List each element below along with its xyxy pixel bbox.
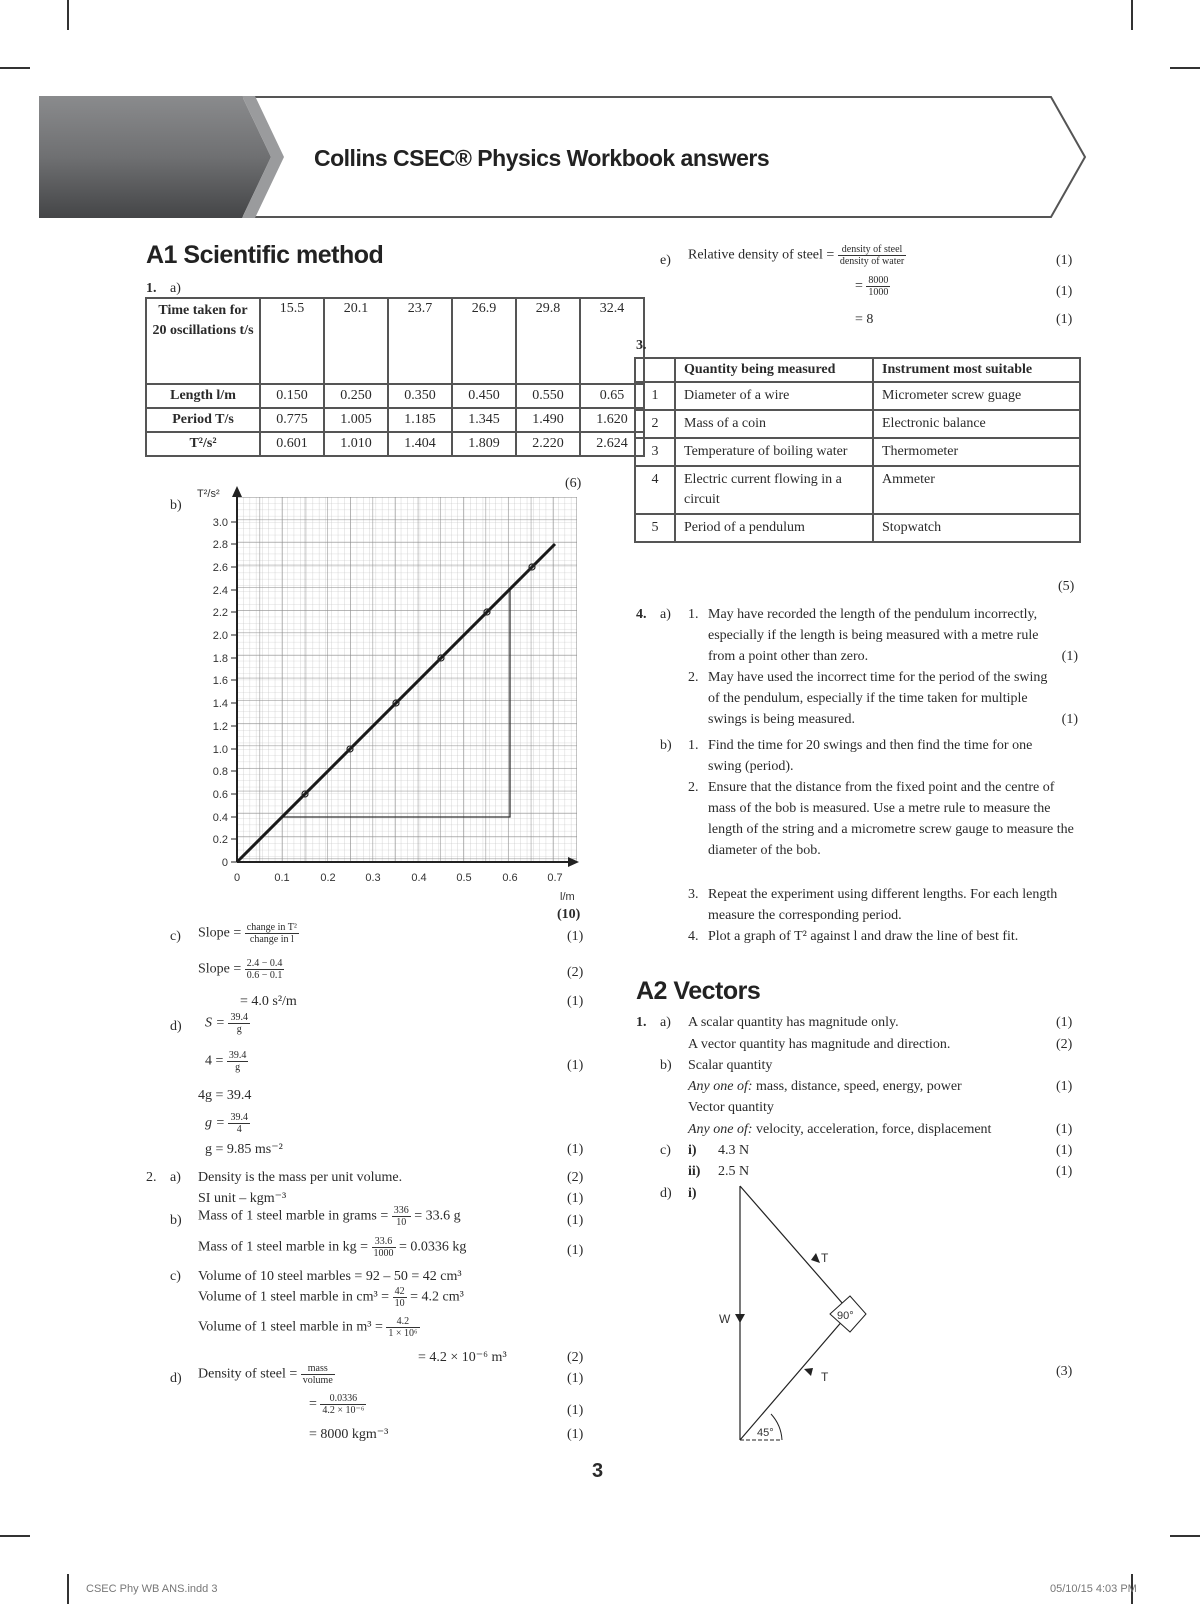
fraction: $\frac{\text{mass}}{\text{volume}}$ xyxy=(302,1363,333,1386)
answer-line: = $\frac{0.0336}{\text{4.2 × 10⁻⁶}}$ xyxy=(309,1393,365,1416)
part-label: a) xyxy=(170,281,181,296)
table-cell: Electronic balance xyxy=(873,410,1080,438)
table-cell: Period of a pendulum xyxy=(675,514,873,542)
answer-line: SI unit – kgm⁻³ xyxy=(198,1191,287,1206)
part-label: a) xyxy=(170,1170,181,1185)
part-label: b) xyxy=(660,1058,672,1073)
svg-text:2.4: 2.4 xyxy=(212,585,228,597)
table-row xyxy=(146,298,644,384)
slope-result: = 4.0 s²/m xyxy=(240,994,297,1009)
equation-line: 4 = $\frac{39.4}{g}$ xyxy=(205,1050,247,1073)
table-row xyxy=(635,466,1080,514)
tension-label-top: T xyxy=(821,1251,829,1265)
marks: (1) xyxy=(1056,312,1073,327)
marks: (1) xyxy=(567,1058,584,1073)
answer-line: Density is the mass per unit volume. xyxy=(198,1170,403,1185)
column-header: Instrument most suitable xyxy=(873,358,1080,382)
marks: (1) xyxy=(567,1427,584,1442)
svg-text:0.6: 0.6 xyxy=(502,872,518,884)
y-axis-label: T²/s² xyxy=(197,488,220,500)
question-number: 1. xyxy=(636,1015,647,1030)
svg-text:1.6: 1.6 xyxy=(212,675,228,687)
table-cell: 0.601 xyxy=(260,432,324,456)
table-cell: 26.9 xyxy=(452,298,516,384)
part-label: e) xyxy=(660,253,671,268)
table-cell: 0.450 xyxy=(452,384,516,408)
part-label: c) xyxy=(660,1143,671,1158)
table-cell: Electric current flowing in a circuit xyxy=(675,466,873,514)
marks: (1) xyxy=(1056,1079,1073,1094)
answer-line: = 8000 kgm⁻³ xyxy=(309,1427,389,1442)
marks: (1) xyxy=(1056,1164,1073,1179)
svg-text:0.5: 0.5 xyxy=(456,872,472,884)
sub-part-label: i) xyxy=(688,1143,697,1158)
marks: (3) xyxy=(1056,1364,1073,1379)
answer-line: Relative density of steel = $\frac{\text{density of steel}}{\text{density of water}}$ xyxy=(688,244,905,267)
svg-text:0.4: 0.4 xyxy=(411,872,427,884)
marks: (1) xyxy=(1056,284,1073,299)
marks: (10) xyxy=(557,907,581,922)
sub-part-label: ii) xyxy=(688,1164,701,1179)
fraction: $\frac{39.4}{g}$ xyxy=(228,1050,247,1073)
table-cell: 2 xyxy=(635,410,675,438)
equation-line: 4g = 39.4 xyxy=(198,1088,252,1103)
table-cell: 4 xyxy=(635,466,675,514)
marks: (2) xyxy=(567,1170,584,1185)
table-cell: 1.490 xyxy=(516,408,580,432)
footer-timestamp: 05/10/15 4:03 PM xyxy=(1050,1583,1137,1595)
row-header: Period T/s xyxy=(146,408,260,432)
answer-line: Mass of 1 steel marble in kg = $\frac{33.6}{1000}$ = 0.0336 kg xyxy=(198,1236,467,1259)
table-cell: 1.620 xyxy=(580,408,644,432)
answer-line: Density of steel = $\frac{\text{mass}}{\text{volume}}$ xyxy=(198,1363,333,1386)
part-label: b) xyxy=(170,498,182,513)
vector-triangle-diagram xyxy=(700,1180,900,1450)
marks: (1) xyxy=(1061,649,1078,664)
fraction: $\frac{\text{density of steel}}{\text{density of water}}$ xyxy=(839,244,905,267)
part-label: a) xyxy=(660,1015,671,1030)
crop-mark xyxy=(67,1574,69,1604)
table-cell: 15.5 xyxy=(260,298,324,384)
svg-text:0.8: 0.8 xyxy=(212,766,228,778)
crop-mark xyxy=(1131,0,1133,30)
marks: (2) xyxy=(567,965,584,980)
fraction: $\frac{33.6}{1000}$ xyxy=(373,1236,394,1259)
answer-line: = 8 xyxy=(855,312,874,327)
table-cell: 32.4 xyxy=(580,298,644,384)
column-header: Quantity being measured xyxy=(675,358,873,382)
table-cell: 1.010 xyxy=(324,432,388,456)
svg-text:0.1: 0.1 xyxy=(274,872,290,884)
fraction: $\frac{336}{10}$ xyxy=(393,1205,409,1228)
weight-label: W xyxy=(719,1312,731,1326)
svg-text:0.3: 0.3 xyxy=(365,872,381,884)
question-number: 4. xyxy=(636,607,647,622)
tension-label-bottom: T xyxy=(821,1370,829,1384)
marks: (1) xyxy=(567,994,584,1009)
fraction: $\frac{\text{change in T²}}{\text{change in l}}$ xyxy=(246,922,297,945)
row-header: Time taken for 20 oscillations t/s xyxy=(146,298,260,384)
table-cell: 0.150 xyxy=(260,384,324,408)
svg-text:1.2: 1.2 xyxy=(212,721,228,733)
x-axis-label: l/m xyxy=(560,891,575,903)
answer-line: A vector quantity has magnitude and direction. xyxy=(688,1037,951,1052)
instruments-table xyxy=(634,357,1081,543)
marks: (2) xyxy=(567,1350,584,1365)
question-number: 1. xyxy=(146,281,157,296)
table-row xyxy=(635,382,1080,410)
marks: (1) xyxy=(567,1213,584,1228)
marks: (1) xyxy=(1061,712,1078,727)
column-header xyxy=(635,358,675,382)
svg-text:1.4: 1.4 xyxy=(212,698,228,710)
fraction: $\frac{42}{10}$ xyxy=(394,1286,405,1309)
table-cell: Temperature of boiling water xyxy=(675,438,873,466)
marks: (1) xyxy=(1056,1143,1073,1158)
part-label: b) xyxy=(660,738,672,753)
table-cell: Stopwatch xyxy=(873,514,1080,542)
right-angle-label: 90° xyxy=(837,1310,854,1322)
row-header: T²/s² xyxy=(146,432,260,456)
method-item: 2. Ensure that the distance from the fixed point and the centre of mass of the bob is measured. Use a metre rule to measure the length of the string and a micrometre screw gauge to measure the diameter of the bob. xyxy=(688,780,1074,858)
base-angle-label: 45° xyxy=(757,1427,774,1439)
table-cell: 5 xyxy=(635,514,675,542)
table-cell: Micrometer screw guage xyxy=(873,382,1080,410)
table-cell: 0.775 xyxy=(260,408,324,432)
svg-text:2.0: 2.0 xyxy=(212,630,228,642)
table-cell: 1.345 xyxy=(452,408,516,432)
part-label: c) xyxy=(170,929,181,944)
svg-text:0: 0 xyxy=(233,872,241,884)
table-cell: 1.005 xyxy=(324,408,388,432)
marks: (1) xyxy=(567,1243,584,1258)
table-cell: 2.624 xyxy=(580,432,644,456)
svg-text:1.8: 1.8 xyxy=(212,653,228,665)
answer-line: Vector quantity xyxy=(688,1100,774,1115)
crop-mark xyxy=(0,1535,30,1537)
table-row xyxy=(635,438,1080,466)
part-label: b) xyxy=(170,1213,182,1228)
fraction: $\frac{4.2}{\text{1 × 10⁶}}$ xyxy=(388,1316,418,1339)
marks: (1) xyxy=(1056,253,1073,268)
svg-text:0.7: 0.7 xyxy=(547,872,563,884)
crop-mark xyxy=(0,67,30,69)
crop-mark xyxy=(1170,1535,1200,1537)
answer-line: Volume of 1 steel marble in m³ = $\frac{4.2}{\text{1 × 10⁶}}$ xyxy=(198,1316,418,1339)
table-cell: Ammeter xyxy=(873,466,1080,514)
marks: (2) xyxy=(1056,1037,1073,1052)
table-cell: 1 xyxy=(635,382,675,410)
part-label: d) xyxy=(660,1186,672,1201)
marks: (1) xyxy=(567,929,584,944)
table-header-row xyxy=(635,358,1080,382)
marks: (1) xyxy=(567,1371,584,1386)
answer-line: Any one of: mass, distance, speed, energy, power xyxy=(688,1079,962,1094)
table-cell: Mass of a coin xyxy=(675,410,873,438)
marks: (1) xyxy=(1056,1015,1073,1030)
table-row xyxy=(635,410,1080,438)
sub-part-label: i) xyxy=(688,1186,697,1201)
table-cell: 1.404 xyxy=(388,432,452,456)
table-cell: Thermometer xyxy=(873,438,1080,466)
question-number: 2. xyxy=(146,1170,157,1185)
table-row xyxy=(635,514,1080,542)
svg-text:2.2: 2.2 xyxy=(212,607,228,619)
equation-line: g = $\frac{39.4}{4}$ xyxy=(205,1112,248,1135)
crop-mark xyxy=(67,0,69,30)
footer-filename: CSEC Phy WB ANS.indd 3 xyxy=(86,1583,218,1595)
svg-text:0.6: 0.6 xyxy=(212,789,228,801)
svg-text:0.2: 0.2 xyxy=(212,834,228,846)
question-number: 3. xyxy=(636,338,647,353)
answer-line: = $\frac{8000}{1000}$ xyxy=(855,275,889,298)
slope-formula: Slope = $\frac{\text{change in T²}}{\text{change in l}}$ xyxy=(198,922,297,945)
part-label: a) xyxy=(660,607,671,622)
table-cell: 20.1 xyxy=(324,298,388,384)
svg-text:0.4: 0.4 xyxy=(212,812,228,824)
part-label: d) xyxy=(170,1371,182,1386)
table-row xyxy=(146,384,644,408)
page-header-title: Collins CSEC® Physics Workbook answers xyxy=(314,145,770,171)
svg-text:3.0: 3.0 xyxy=(212,517,228,529)
table-row xyxy=(146,432,644,456)
table-cell: 1.809 xyxy=(452,432,516,456)
fraction: $\frac{39.4}{4}$ xyxy=(230,1112,248,1135)
table-cell: 1.185 xyxy=(388,408,452,432)
crop-mark xyxy=(1170,67,1200,69)
row-header: Length l/m xyxy=(146,384,260,408)
marks: (1) xyxy=(567,1142,584,1157)
answer-value: 2.5 N xyxy=(718,1164,750,1179)
answer-value: 4.3 N xyxy=(718,1143,750,1158)
marks: (1) xyxy=(567,1403,584,1418)
svg-text:2.6: 2.6 xyxy=(212,562,228,574)
marks: (5) xyxy=(1058,579,1075,594)
table-cell: 0.550 xyxy=(516,384,580,408)
svg-text:0: 0 xyxy=(221,857,228,869)
equation-line: S = $\frac{39.4}{g}$ xyxy=(205,1012,248,1035)
table-cell: 23.7 xyxy=(388,298,452,384)
fraction: $\frac{8000}{1000}$ xyxy=(868,275,889,298)
reason-item: 2. May have used the incorrect time for the period of the swing of the pendulum, especially if the time taken for multiple swings is being measured. (1) xyxy=(688,667,1078,730)
svg-text:2.8: 2.8 xyxy=(212,539,228,551)
marks: (6) xyxy=(565,476,582,491)
answer-line: Volume of 1 steel marble in cm³ = $\frac{42}{10}$ = 4.2 cm³ xyxy=(198,1286,464,1309)
section-heading-a2: A2 Vectors xyxy=(636,977,761,1005)
slope-calculation: Slope = $\frac{2.4 - 0.4}{0.6 - 0.1}$ xyxy=(198,958,283,981)
fraction: $\frac{39.4}{g}$ xyxy=(230,1012,248,1035)
table-cell: Diameter of a wire xyxy=(675,382,873,410)
answer-line: A scalar quantity has magnitude only. xyxy=(688,1015,899,1030)
part-label: d) xyxy=(170,1019,182,1034)
section-heading-a1: A1 Scientific method xyxy=(146,241,384,269)
method-item: 4. Plot a graph of T² against l and draw the line of best fit. xyxy=(688,929,1019,944)
marks: (1) xyxy=(567,1191,584,1206)
table-row xyxy=(146,408,644,432)
method-item: 1. Find the time for 20 swings and then find the time for one swing (period). xyxy=(688,738,1033,774)
marks: (1) xyxy=(1056,1122,1073,1137)
t-squared-vs-length-graph xyxy=(190,485,590,905)
answer-line: Mass of 1 steel marble in grams = $\frac{336}{10}$ = 33.6 g xyxy=(198,1205,461,1228)
answer-line: = 4.2 × 10⁻⁶ m³ xyxy=(418,1350,507,1365)
answer-line: Scalar quantity xyxy=(688,1058,773,1073)
reason-item: 1. May have recorded the length of the pendulum incorrectly, especially if the length is being measured with a metre rule from a point other than zero. (1) xyxy=(688,604,1078,667)
equation-result: g = 9.85 ms⁻² xyxy=(205,1142,283,1157)
fraction: $\frac{0.0336}{\text{4.2 × 10⁻⁶}}$ xyxy=(322,1393,365,1416)
answer-line: Volume of 10 steel marbles = 92 – 50 = 42 cm³ xyxy=(198,1269,462,1284)
table-cell: 29.8 xyxy=(516,298,580,384)
svg-text:0.2: 0.2 xyxy=(320,872,336,884)
table-cell: 0.250 xyxy=(324,384,388,408)
svg-text:1.0: 1.0 xyxy=(212,744,228,756)
fraction: $\frac{2.4 - 0.4}{0.6 - 0.1}$ xyxy=(246,958,283,981)
answer-line: Any one of: velocity, acceleration, force, displacement xyxy=(688,1122,992,1137)
part-label: c) xyxy=(170,1269,181,1284)
method-item: 3. Repeat the experiment using different lengths. For each length measure the corresponding period. xyxy=(688,887,1058,923)
page-number: 3 xyxy=(592,1460,604,1482)
pendulum-data-table xyxy=(145,297,645,457)
table-cell: 3 xyxy=(635,438,675,466)
table-cell: 0.350 xyxy=(388,384,452,408)
table-cell: 2.220 xyxy=(516,432,580,456)
table-cell: 0.65 xyxy=(580,384,644,408)
